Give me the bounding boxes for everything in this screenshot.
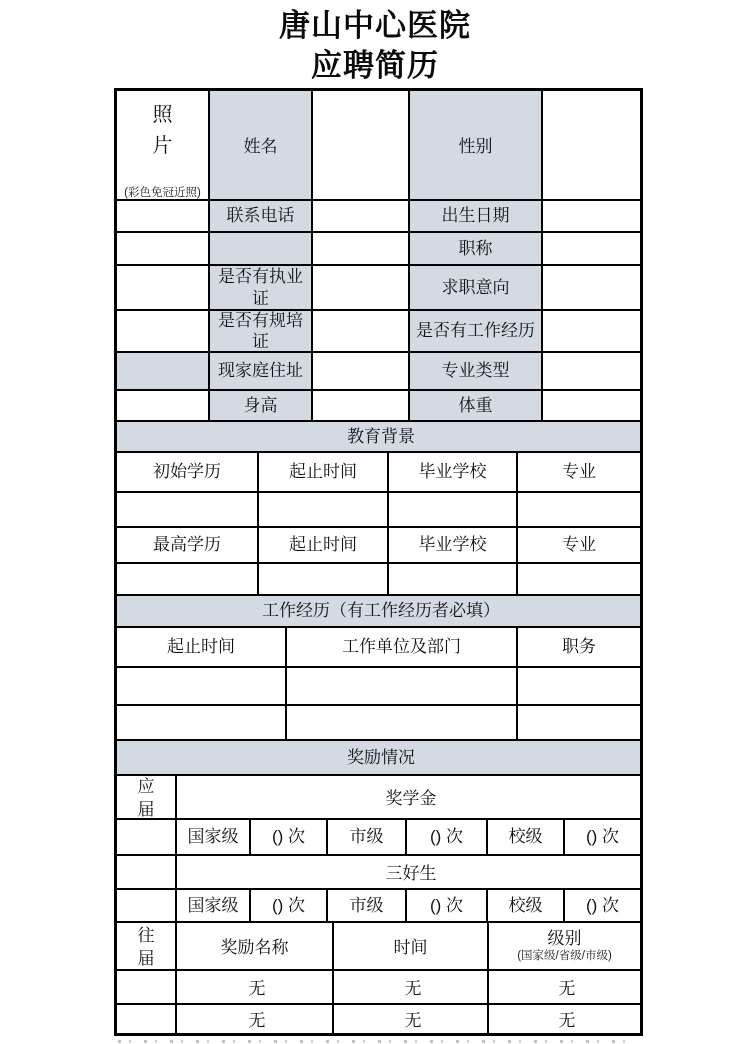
education-section-title: 教育背景 xyxy=(117,422,640,453)
practice-cert-label-cell: 是否有执业证 xyxy=(210,266,313,311)
name-label-cell: 姓名 xyxy=(210,91,313,201)
work-blank-row xyxy=(117,706,640,741)
gender-label-cell: 性别 xyxy=(410,91,543,201)
major-header: 专业 xyxy=(518,528,640,564)
work-section-title: 工作经历（有工作经历者必填） xyxy=(117,596,640,628)
national-level-label: 国家级 xyxy=(177,890,251,923)
work-blank-row xyxy=(117,668,640,706)
education-blank-row xyxy=(117,493,640,528)
clipped-next-line xyxy=(118,1040,637,1043)
has-work-exp-value-cell xyxy=(543,311,640,353)
fresh-graduate-label-cell xyxy=(117,776,177,820)
training-cert-value-cell xyxy=(313,311,410,353)
work-position-header: 职务 xyxy=(518,628,640,668)
work-unit-value-cell xyxy=(287,706,518,741)
phone-label-cell: 联系电话 xyxy=(210,201,313,233)
basic-row-address-major xyxy=(117,353,640,391)
empty-cell xyxy=(117,391,210,422)
education-header-row-initial xyxy=(117,453,640,493)
three-good-student-label-cell: 三好生 xyxy=(177,856,640,890)
highest-degree-header: 最高学历 xyxy=(117,528,259,564)
empty-cell xyxy=(117,233,210,266)
award-name-none-cell: 无 xyxy=(177,1005,334,1033)
home-address-value-cell xyxy=(313,353,410,391)
work-position-value-cell xyxy=(518,706,640,741)
basic-row-height-weight xyxy=(117,391,640,422)
award-time-none-cell: 无 xyxy=(334,971,489,1005)
weight-label-cell: 体重 xyxy=(410,391,543,422)
city-level-label: 市级 xyxy=(328,820,407,856)
award-name-none-cell: 无 xyxy=(177,971,334,1005)
professional-title-label-cell: 职称 xyxy=(410,233,543,266)
empty-value-cell xyxy=(313,233,410,266)
basic-row-name-gender xyxy=(117,91,640,201)
awards-none-row xyxy=(117,1005,640,1033)
resume-form-table xyxy=(114,88,643,1036)
award-level-none-cell: 无 xyxy=(489,971,640,1005)
photo-note: (彩色免冠近照) xyxy=(124,186,201,199)
national-times-cell: () 次 xyxy=(251,820,328,856)
photo-cell xyxy=(117,91,210,201)
work-header-row xyxy=(117,628,640,668)
education-blank-row xyxy=(117,564,640,596)
awards-none-row xyxy=(117,971,640,1005)
awards-sanhao-row xyxy=(117,856,640,890)
basic-row-license-intention xyxy=(117,266,640,311)
award-level-note: (国家级/省级/市级) xyxy=(517,949,612,962)
home-address-label-cell: 现家庭住址 xyxy=(210,353,313,391)
period-value-cell xyxy=(259,564,389,596)
has-work-exp-label-cell: 是否有工作经历 xyxy=(410,311,543,353)
work-unit-value-cell xyxy=(287,668,518,706)
name-value-cell xyxy=(313,91,410,201)
empty-cell xyxy=(117,890,177,923)
photo-label: 照片 xyxy=(152,103,173,157)
empty-cell xyxy=(117,311,210,353)
period-value-cell xyxy=(259,493,389,528)
gender-value-cell xyxy=(543,91,640,201)
empty-cell xyxy=(117,266,210,311)
empty-cell xyxy=(117,201,210,233)
school-level-label: 校级 xyxy=(488,890,565,923)
period-header: 起止时间 xyxy=(259,528,389,564)
awards-section-title: 奖励情况 xyxy=(117,741,640,776)
city-times-cell: () 次 xyxy=(407,890,488,923)
work-period-value-cell xyxy=(117,668,287,706)
job-intention-label-cell: 求职意向 xyxy=(410,266,543,311)
education-section-header-row xyxy=(117,422,640,453)
empty-cell xyxy=(117,856,177,890)
school-times-cell: () 次 xyxy=(565,820,640,856)
form-title-block xyxy=(0,6,750,86)
empty-cell xyxy=(117,820,177,856)
award-level-header: 级别 xyxy=(547,929,582,949)
school-header: 毕业学校 xyxy=(389,528,518,564)
awards-previous-header-row xyxy=(117,923,640,971)
award-time-header: 时间 xyxy=(334,923,489,971)
major-value-cell xyxy=(518,564,640,596)
basic-row-training-experience xyxy=(117,311,640,353)
work-period-value-cell xyxy=(117,706,287,741)
birthdate-label-cell: 出生日期 xyxy=(410,201,543,233)
major-type-label-cell: 专业类型 xyxy=(410,353,543,391)
scholarship-label-cell: 奖学金 xyxy=(177,776,640,820)
height-value-cell xyxy=(313,391,410,422)
training-cert-label-cell: 是否有规培证 xyxy=(210,311,313,353)
previous-graduate-label-cell xyxy=(117,923,177,971)
work-period-header: 起止时间 xyxy=(117,628,287,668)
previous-graduate-label: 往届 xyxy=(137,926,155,968)
basic-row-title xyxy=(117,233,640,266)
highest-degree-value-cell xyxy=(117,564,259,596)
empty-cell xyxy=(117,1005,177,1033)
award-name-header: 奖励名称 xyxy=(177,923,334,971)
fresh-graduate-label: 应届 xyxy=(137,777,155,819)
awards-scholarship-level-row xyxy=(117,820,640,856)
hospital-name-title: 唐山中心医院 xyxy=(279,8,471,43)
national-level-label: 国家级 xyxy=(177,820,251,856)
professional-title-value-cell xyxy=(543,233,640,266)
education-header-row-highest xyxy=(117,528,640,564)
basic-row-phone-birth xyxy=(117,201,640,233)
school-level-label: 校级 xyxy=(488,820,565,856)
awards-sanhao-level-row xyxy=(117,890,640,923)
city-times-cell: () 次 xyxy=(407,820,488,856)
period-header: 起止时间 xyxy=(259,453,389,493)
empty-label-cell xyxy=(117,353,210,391)
empty-cell xyxy=(117,971,177,1005)
awards-fresh-scholarship-row xyxy=(117,776,640,820)
school-value-cell xyxy=(389,493,518,528)
initial-degree-value-cell xyxy=(117,493,259,528)
job-intention-value-cell xyxy=(543,266,640,311)
award-level-header-cell xyxy=(489,923,640,971)
form-type-title: 应聘简历 xyxy=(311,48,439,83)
awards-section-header-row xyxy=(117,741,640,776)
empty-label-cell xyxy=(210,233,313,266)
weight-value-cell xyxy=(543,391,640,422)
award-time-none-cell: 无 xyxy=(334,1005,489,1033)
phone-value-cell xyxy=(313,201,410,233)
award-level-none-cell: 无 xyxy=(558,1010,576,1030)
work-unit-header: 工作单位及部门 xyxy=(287,628,518,668)
birthdate-value-cell xyxy=(543,201,640,233)
school-value-cell xyxy=(389,564,518,596)
major-type-value-cell xyxy=(543,353,640,391)
major-header: 专业 xyxy=(518,453,640,493)
work-section-header-row xyxy=(117,596,640,628)
initial-degree-header: 初始学历 xyxy=(117,453,259,493)
school-times-cell: () 次 xyxy=(565,890,640,923)
height-label-cell: 身高 xyxy=(210,391,313,422)
school-header: 毕业学校 xyxy=(389,453,518,493)
work-position-value-cell xyxy=(518,668,640,706)
national-times-cell: () 次 xyxy=(251,890,328,923)
city-level-label: 市级 xyxy=(328,890,407,923)
major-value-cell xyxy=(518,493,640,528)
practice-cert-value-cell xyxy=(313,266,410,311)
